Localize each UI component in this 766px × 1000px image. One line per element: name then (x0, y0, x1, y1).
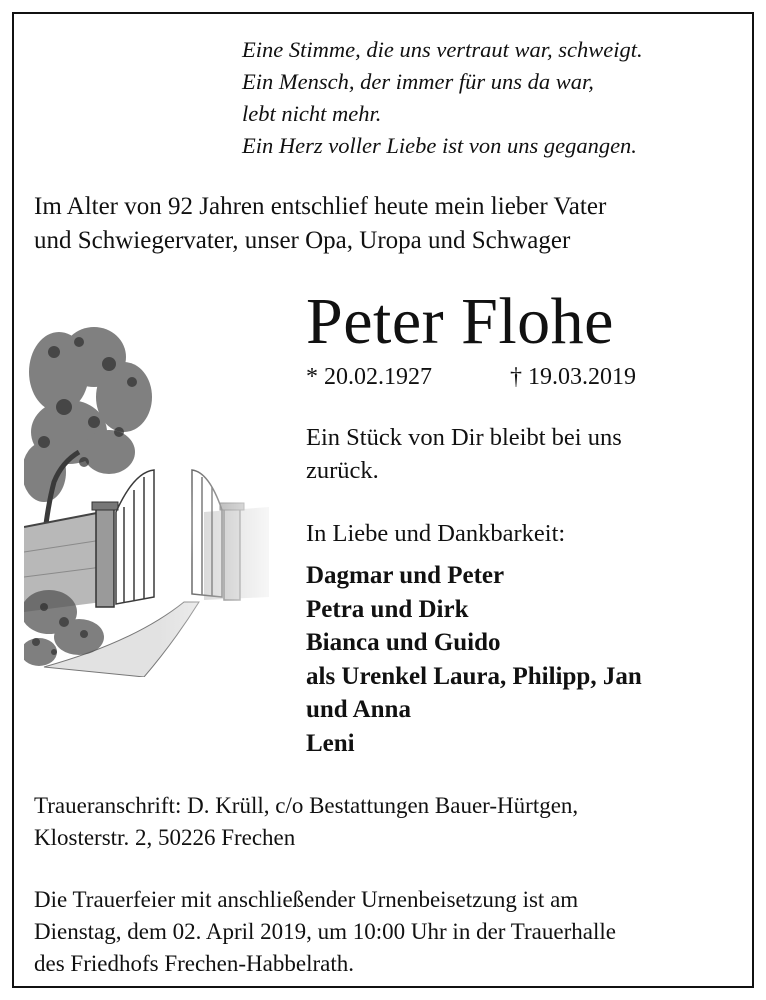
ceremony-line: des Friedhofs Frechen-Habbelrath. (34, 951, 354, 976)
poem-line: Ein Herz voller Liebe ist von uns gegangen. (242, 133, 637, 158)
quote-line: Ein Stück von Dir bleibt bei uns (306, 424, 622, 451)
death-date: † 19.03.2019 (510, 364, 636, 390)
address-line: Klosterstr. 2, 50226 Frechen (34, 825, 296, 850)
family-line: und Anna (306, 696, 411, 723)
quote-line: zurück. (306, 457, 379, 484)
address-line: Traueranschrift: D. Krüll, c/o Bestattungen Bauer-Hürtgen, (34, 793, 579, 818)
family-line: Bianca und Guido (306, 629, 501, 656)
ceremony-line: Dienstag, dem 02. April 2019, um 10:00 Uhr in der Trauerhalle (34, 919, 616, 944)
family-line: Dagmar und Peter (306, 562, 505, 589)
birth-date: * 20.02.1927 (306, 364, 432, 390)
family-line: Leni (306, 729, 355, 757)
intro-text (34, 190, 606, 258)
mourning-address (34, 790, 578, 854)
deceased-name: Peter Flohe (306, 285, 614, 358)
family-line: als Urenkel Laura, Philipp, Jan (306, 662, 642, 690)
ceremony-line: Die Trauerfeier mit anschließender Urnenbeisetzung ist am (34, 887, 579, 912)
thanks-heading: In Liebe und Dankbarkeit: (306, 520, 566, 547)
poem-line: Ein Mensch, der immer für uns da war, (242, 69, 594, 94)
cemetery-gate-illustration (24, 312, 269, 677)
intro-line: Im Alter von 92 Jahren entschlief heute mein lieber Vater (34, 193, 607, 220)
quote (306, 421, 622, 487)
poem-line: Eine Stimme, die uns vertraut war, schweigt. (242, 37, 643, 62)
intro-line: und Schwiegervater, unser Opa, Uropa und Schwager (34, 227, 571, 254)
poem-line: lebt nicht mehr. (242, 101, 382, 126)
family-line: Petra und Dirk (306, 595, 469, 623)
life-dates (306, 362, 636, 392)
ceremony-notice (34, 884, 616, 980)
poem (242, 34, 643, 162)
family-list (306, 559, 642, 760)
